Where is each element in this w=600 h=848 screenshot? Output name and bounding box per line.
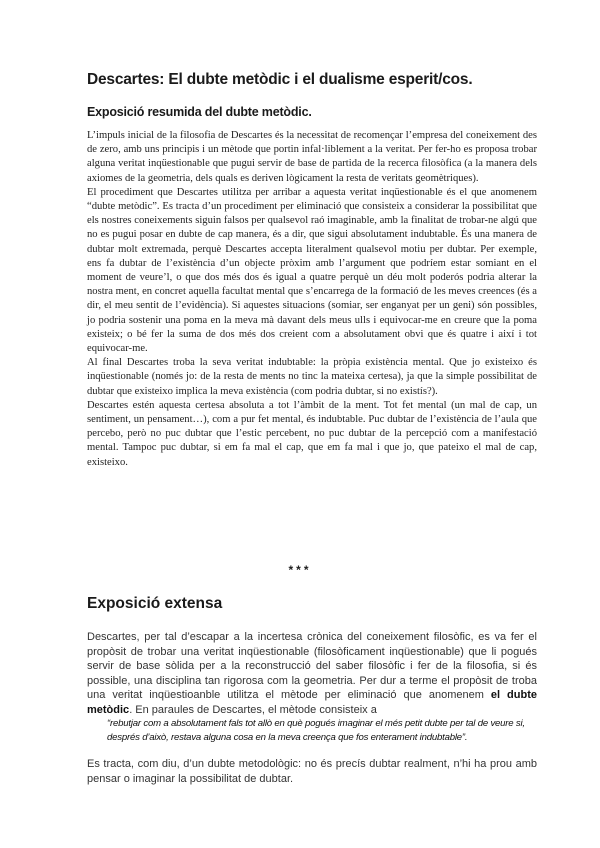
summary-paragraph-3: Al final Descartes troba la seva veritat indubtable: la pròpia existència mental. Que jo existeixo és inqüestionable (només jo: de la resta de ments no tinc la mateixa certesa), ja que la simple possibilitat de dubtar que existeixo implica la meva existència (com podria dubtar, si no existís?). [87,357,537,397]
document-title: Descartes: El dubte metòdic i el dualisme esperit/cos. [87,71,473,88]
extended-heading: Exposició extensa [87,595,223,612]
extended-paragraph-1-tail: . En paraules de Descartes, el mètode consisteix a [129,703,377,716]
summary-body [87,129,537,470]
extended-paragraph-2: Es tracta, com diu, d’un dubte metodològic: no és precís dubtar realment, n’hi ha prou amb pensar o imaginar la possibilitat de dubtar. [87,758,537,785]
dubte-metodic-term: el dubte metòdic [87,689,537,716]
section-separator: *** [288,563,312,577]
extended-paragraph-1-text: Descartes, per tal d’escapar a la incertesa crònica del coneixement filosòfic, es va fer el propòsit de trobar una veritat inqüestionable (filosòficament inqüestionable) que li pogués servir de base sòlida per a la reconstrucció del saber filosòfic i fer de la filosofia, si és possible, una disciplina tan rigorosa com la geometria. Per dur a terme el propòsit de troba una veritat inqüestioanble utilitza el mètode per eliminació que anomenem [87,631,537,701]
extended-paragraph-1 [87,630,537,717]
summary-heading: Exposició resumida del dubte metòdic. [87,105,312,119]
summary-paragraph-1: L’impuls inicial de la filosofia de Descartes és la necessitat de recomençar l’empresa del coneixement des de zero, amb uns principis i un mètode que portin infal·liblement a la veritat. Per fer-ho es proposa trobar alguna veritat inqüestionable que pugui servir de base de partida de la recerca filosòfica (a la manera dels axiomes de la geometria, dels quals es deriven lògicament la resta de veritats geomètriques). [87,130,537,184]
summary-paragraph-2: El procediment que Descartes utilitza per arribar a aquesta veritat inqüestionable és el que anomenem “dubte metòdic”. Es tracta d’un procediment per eliminació que consisteix a considerar la possibilitat que els nostres coneixements siguin falsos per qualsevol raó imaginable, amb la finalitat de trobar-ne algú que no es pugui posar en dubte de cap manera, és a dir, que sigui absolutament indubtable. És una manera de dubtar molt extremada, perquè Descartes accepta literalment qualsevol motiu per dubtar. Per exemple, ens fa dubtar de l’existència d’un objecte pròxim amb l’argument que podríem estar somiant en el moment de veure’l, o que dos més dos és igual a quatre perquè un déu molt poderós podria alterar la nostra ment, en concret aquella facultat mental que s’encarrega de la formació de les meves creences (és a dir, el meu sentit de l’evidència). Si aquestes situacions (somiar, ser enganyat per un geni) són possibles, jo podria sostenir una poma en la meva mà davant dels meus ulls i equivocar-me en creure que la poma existeix; o bé fer la suma de dos més dos creient com a absolutament obvi que és quatre i així i tot equivocar-me. [87,186,537,355]
summary-paragraph-4: Descartes estén aquesta certesa absoluta a tot l’àmbit de la ment. Tot fet mental (un mal de cap, un sentiment, un pensament…), com a pur fet mental, és indubtable. Puc dubtar de l’existència de l’aula que percebo, però no puc dubtar que l’estic percebent, no puc dubtar de la percepció com a manifestació mental. Tampoc puc dubtar, si em fa mal el cap, que em fa mal i que jo, que pateixo el mal de cap, existeixo. [87,399,537,468]
descartes-quote: “rebutjar com a absolutament fals tot allò en què pogués imaginar el més petit dubte per tal de veure si, després d’això, restava alguna cosa en la meva creença que fos enterament indubtable”. [107,718,525,743]
